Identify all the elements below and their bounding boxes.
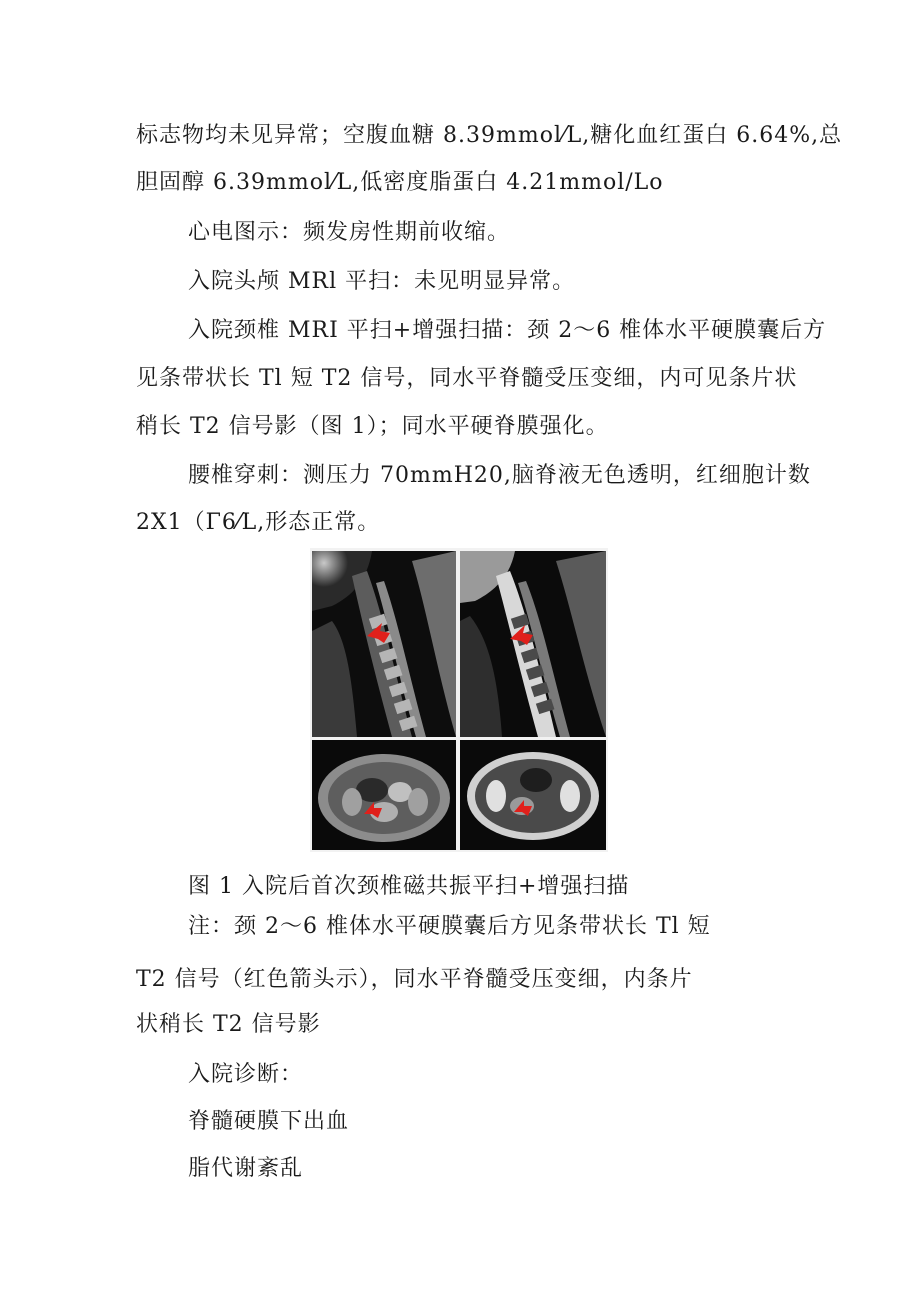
diagnosis-item: 脂代谢紊乱: [188, 1156, 304, 1181]
mri-axial-t1-image: [312, 740, 456, 850]
text-line: 入院头颅 MRl 平扫：未见明显异常。: [188, 269, 576, 294]
text-line: 见条带状长 Tl 短 T2 信号，同水平脊髓受压变细，内可见条片状: [136, 366, 798, 391]
text-line: 标志物均未见异常；空腹血糖 8.39mmol⁄L,糖化血红蛋白 6.64%,总: [136, 123, 843, 148]
figure-note-line: 状稍长 T2 信号影: [136, 1012, 321, 1037]
text-line: 胆固醇 6.39mmol⁄L,低密度脂蛋白 4.21mmol/Lo: [136, 170, 664, 195]
figure-caption: 图 1 入院后首次颈椎磁共振平扫+增强扫描: [188, 874, 630, 899]
text-line: 稍长 T2 信号影（图 1）；同水平硬脊膜强化。: [136, 414, 609, 439]
text-line: 入院颈椎 MRI 平扫+增强扫描：颈 2～6 椎体水平硬膜囊后方: [188, 318, 827, 343]
mri-sagittal-t2-image: [460, 551, 606, 737]
mri-figure: [310, 548, 608, 852]
diagnosis-item: 脊髓硬膜下出血: [188, 1109, 350, 1134]
text-line: 心电图示：频发房性期前收缩。: [188, 220, 511, 245]
text-line: 2X1（Γ6⁄L,形态正常。: [136, 510, 381, 535]
mri-sagittal-t1-image: [312, 551, 456, 737]
diagnosis-heading: 入院诊断：: [188, 1062, 304, 1087]
figure-note-line: 注：颈 2～6 椎体水平硬膜囊后方见条带状长 Tl 短: [188, 914, 711, 939]
figure-note-line: T2 信号（红色箭头示），同水平脊髓受压变细，内条片: [136, 967, 693, 992]
text-line: 腰椎穿刺：测压力 70mmH20,脑脊液无色透明，红细胞计数: [188, 463, 811, 488]
mri-axial-t2-image: [460, 740, 606, 850]
